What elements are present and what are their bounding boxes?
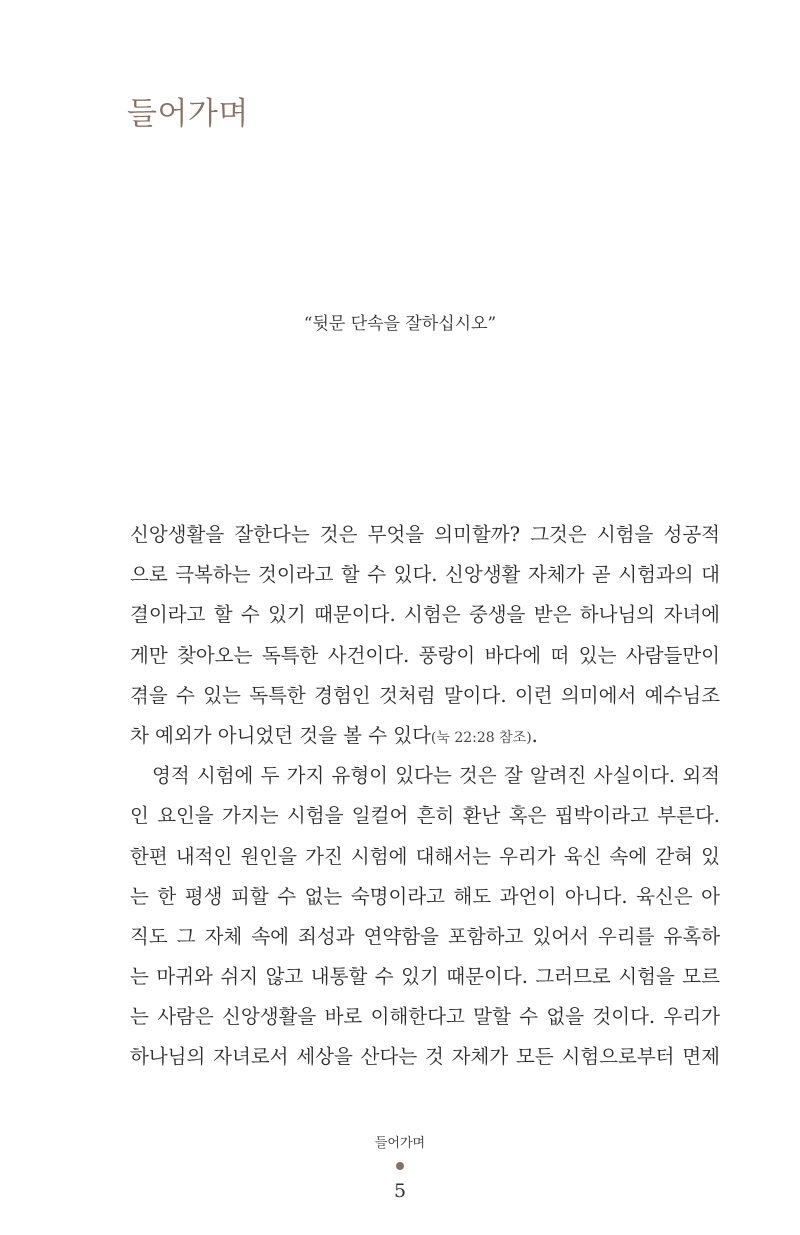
text-line: 는 마귀와 쉬지 않고 내통할 수 있기 때문이다. 그러므로 시험을 모르 — [130, 965, 720, 989]
text-line: 신앙생활을 잘한다는 것은 무엇을 의미할까? 그것은 시험을 성공적 — [130, 523, 720, 546]
body-text — [130, 515, 720, 1078]
chapter-title: 들어가며 — [127, 96, 249, 132]
text-line: 하나님의 자녀로서 세상을 산다는 것 자체가 모든 시험으로부터 면제 — [130, 1045, 720, 1069]
scripture-reference: (눅 22:28 참조) — [430, 729, 532, 746]
line-end: . — [531, 723, 538, 747]
text-line: 한편 내적인 원인을 가진 시험에 대해서는 우리가 육신 속에 갇혀 있 — [130, 844, 720, 868]
text-line: 영적 시험에 두 가지 유형이 있다는 것은 잘 알려진 사실이다. 외적 — [152, 764, 720, 788]
running-head: 들어가며 — [374, 1136, 426, 1151]
text-line: 게만 찾아오는 독특한 사건이다. 풍랑이 바다에 떠 있는 사람들만이 — [130, 643, 720, 667]
text-line: 직도 그 자체 속에 죄성과 연약함을 포함하고 있어서 우리를 유혹하 — [130, 924, 720, 948]
text-line: 는 사람은 신앙생활을 바로 이해한다고 말할 수 없을 것이다. 우리가 — [130, 1005, 720, 1029]
line-text: 차 예외가 아니었던 것을 볼 수 있다 — [130, 723, 431, 747]
text-line: 겪을 수 있는 독특한 경험인 것처럼 말이다. 이런 의미에서 예수님조 — [130, 683, 720, 707]
page-number: 5 — [393, 1180, 407, 1202]
text-line: 결이라고 할 수 있기 때문이다. 시험은 중생을 받은 하나님의 자녀에 — [130, 603, 720, 627]
text-line: 인 요인을 가지는 시험을 일컬어 흔히 환난 혹은 핍박이라고 부른다. — [130, 804, 720, 828]
text-line: 으로 극복하는 것이라고 할 수 있다. 신앙생활 자체가 곧 시험과의 대 — [130, 563, 720, 587]
text-line: 는 한 평생 피할 수 없는 숙명이라고 해도 과언이 아니다. 육신은 아 — [130, 884, 720, 908]
epigraph: “뒷문 단속을 잘하십시오” — [303, 314, 497, 334]
footer-dot-ornament — [396, 1162, 404, 1170]
text-line-last — [130, 716, 720, 756]
